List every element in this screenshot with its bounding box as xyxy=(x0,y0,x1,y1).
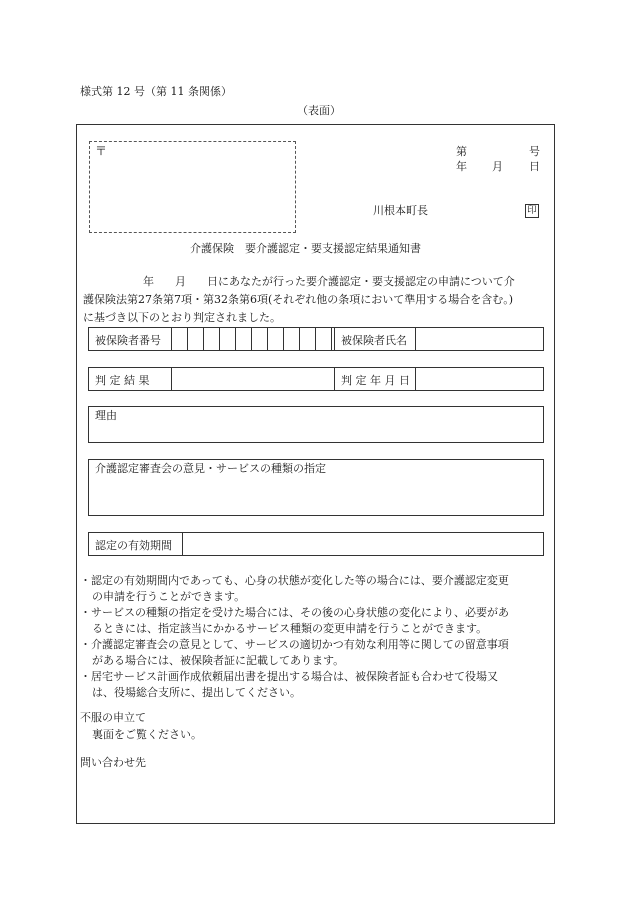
result-row xyxy=(88,367,544,391)
reason-box xyxy=(88,406,544,443)
contact-label: 問い合わせ先 xyxy=(80,756,146,769)
insured-number-label: 被保険者番号 xyxy=(95,334,161,347)
note-1: ・認定の有効期間内であっても、心身の状態が変化した等の場合には、要介護認定変更 の申請を行うことができます。 xyxy=(80,574,509,603)
appeal-heading: 不服の申立て xyxy=(80,711,146,724)
insured-row xyxy=(88,327,544,351)
issuer-name: 川根本町長 xyxy=(373,204,428,217)
insured-name-label: 被保険者氏名 xyxy=(341,334,407,347)
validity-label: 認定の有効期間 xyxy=(95,539,172,552)
seal-mark: 印 xyxy=(525,204,539,218)
postal-mark: 〒 xyxy=(95,144,108,158)
appeal-text: 裏面をご覧ください。 xyxy=(92,728,202,741)
date-month: 月 xyxy=(492,160,503,173)
body-month: 月 xyxy=(175,275,186,288)
doc-number-dai: 第 xyxy=(456,145,467,158)
note-3: ・介護認定審査会の意見として、サービスの適切かつ有効な利用等に関しての留意事項 がある場合には、被保険者証に記載してあります。 xyxy=(80,638,509,667)
result-label: 判 定 結 果 xyxy=(95,374,150,387)
body-line-3: に基づき以下のとおり判定されました。 xyxy=(83,311,281,324)
form-number: 様式第 12 号（第 11 条関係） xyxy=(80,85,232,98)
notes-list xyxy=(80,573,554,701)
body-line-1: 日にあなたが行った要介護認定・要支援認定の申請について介 xyxy=(207,275,515,288)
date-year: 年 xyxy=(456,160,467,173)
result-date-label: 判 定 年 月 日 xyxy=(341,374,410,387)
notice-body xyxy=(83,273,553,327)
address-box xyxy=(89,141,296,233)
notice-title: 介護保険 要介護認定・要支援認定結果通知書 xyxy=(190,242,421,255)
note-4: ・居宅サービス計画作成依頼届出書を提出する場合は、被保険者証も合わせて役場又 は、役場総合支所に、提出してください。 xyxy=(80,670,498,699)
side-label: （表面） xyxy=(297,104,341,117)
body-line-2: 護保険法第27条第7項・第32条第6項(それぞれ他の条項において準用する場合を含む。) xyxy=(83,293,514,306)
note-2: ・サービスの種類の指定を受けた場合には、その後の心身状態の変化により、必要があ るときには、指定該当にかかるサービス種類の変更申請を行うことができます。 xyxy=(80,606,509,635)
doc-number-go: 号 xyxy=(529,145,540,158)
validity-row xyxy=(88,532,544,556)
opinion-label: 介護認定審査会の意見・サービスの種類の指定 xyxy=(95,462,326,475)
date-day: 日 xyxy=(529,160,540,173)
reason-label: 理由 xyxy=(95,409,117,422)
opinion-box xyxy=(88,459,544,516)
body-year: 年 xyxy=(143,275,154,288)
